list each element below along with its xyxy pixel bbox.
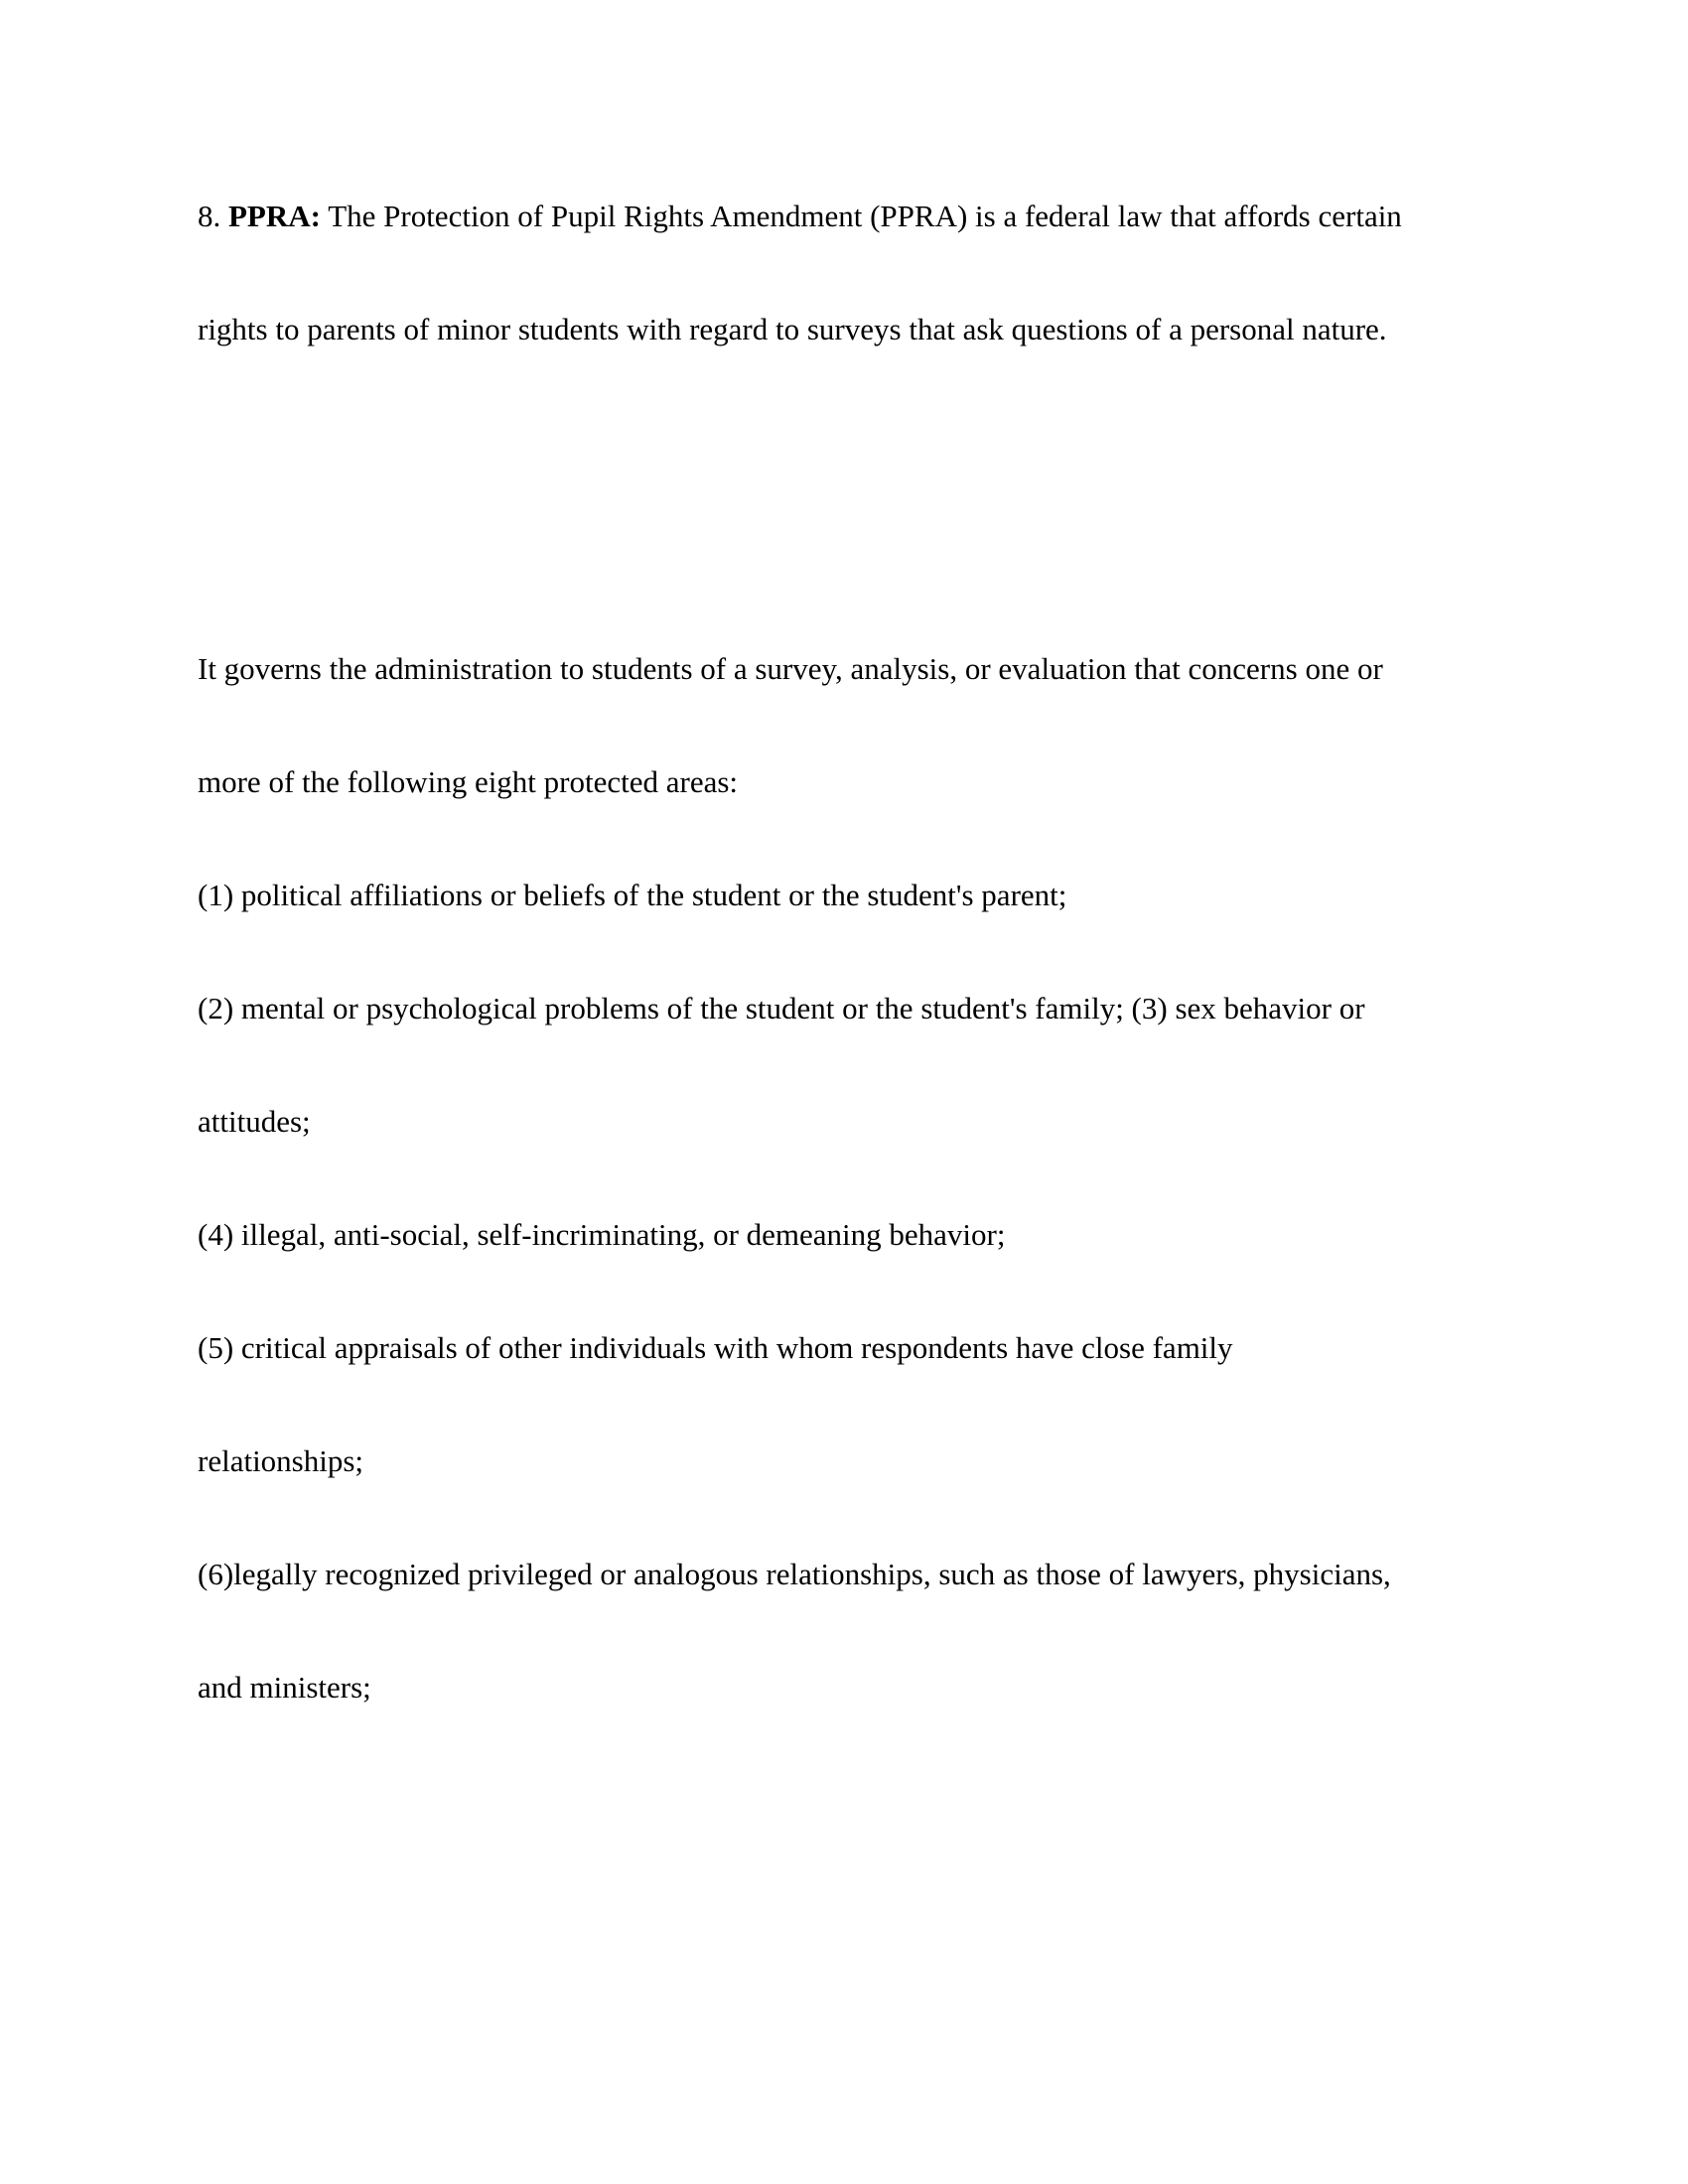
protected-area-item-5: (5) critical appraisals of other individuals with whom respondents have close family (198, 1330, 1233, 1365)
item-number: 8. (198, 199, 221, 233)
protected-area-item-1: (1) political affiliations or beliefs of the student or the student's parent; (198, 878, 1067, 912)
protected-area-item-3-continued: attitudes; (198, 1104, 311, 1139)
ppra-heading: PPRA: (228, 199, 321, 233)
intro-line-2: rights to parents of minor students with regard to surveys that ask questions of a personal nature. (198, 312, 1387, 346)
protected-area-item-6-continued: and ministers; (198, 1670, 371, 1705)
governs-line-2: more of the following eight protected areas: (198, 764, 739, 799)
protected-area-item-4: (4) illegal, anti-social, self-incriminating, or demeaning behavior; (198, 1217, 1006, 1252)
protected-area-item-2-3: (2) mental or psychological problems of the student or the student's family; (3) sex behavior or (198, 991, 1365, 1025)
protected-area-item-6: (6)legally recognized privileged or analogous relationships, such as those of lawyers, physicians, (198, 1557, 1391, 1591)
intro-line-1 (198, 201, 1402, 231)
intro-line-1-text: The Protection of Pupil Rights Amendment (PPRA) is a federal law that affords certain (328, 199, 1402, 233)
protected-area-item-5-continued: relationships; (198, 1443, 364, 1478)
governs-line-1: It governs the administration to students of a survey, analysis, or evaluation that concerns one or (198, 651, 1383, 686)
